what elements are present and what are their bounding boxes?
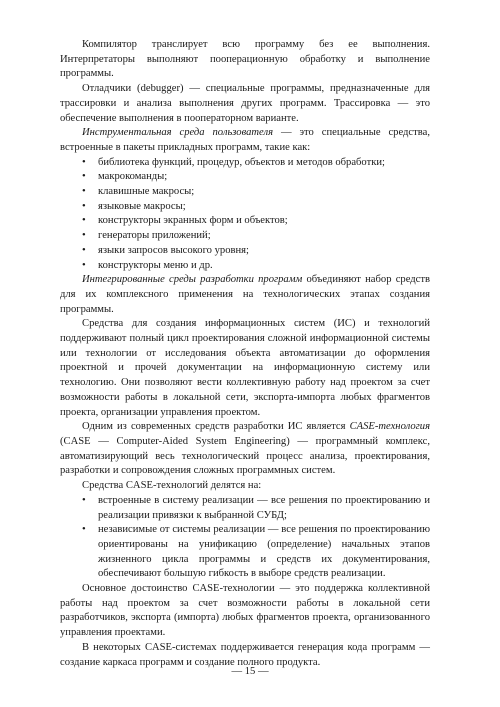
term-integrated-environments: Интегрированные среды разработки программ	[82, 274, 303, 286]
paragraph-integrated-environments	[60, 273, 430, 317]
paragraph-code-generation: В некоторых CASE-системах поддерживается генерация кода программ — создание каркаса программ и создание полного продукта.	[60, 641, 430, 668]
paragraph-case-text: (CASE — Computer-Aided System Engineering) — программный комплекс, автоматизирующий весь технологический процесс анализа, проектирования, разработки и сопровождения сложных программных систем.	[60, 435, 430, 477]
paragraph-case-advantage: Основное достоинство CASE-технологии — это поддержка коллективной работы над проектом за счет возможности работы в локальной сети разработчиков, экспорта (импорта) любых фрагментов проекта, организованного управления проектами.	[60, 583, 430, 639]
list-item: • макрокоманды;	[60, 170, 430, 185]
paragraph-case-division: Средства CASE-технологий делятся на:	[82, 480, 262, 492]
term-user-environment: Инструментальная среда пользователя	[82, 127, 274, 139]
list-item: • языковые макросы;	[60, 200, 430, 215]
term-case-technology: CASE-технология	[349, 421, 430, 433]
paragraph-integrated-environments-text: объединяют набор средств для их комплексного применения на технологических этапах создания программы.	[60, 274, 430, 315]
case-types-list	[60, 494, 430, 582]
list-item: • клавишные макросы;	[60, 185, 430, 200]
paragraph-is-tools: Средства для создания информационных систем (ИС) и технологий поддерживают полный цикл проектирования сложной информационной системы или технологии от исследования объекта автоматизации до оформления проектной и прочей документации на информационную систему или технологию. Они позволяют вести коллективную работу над проектом за счет возможности работы в локальной сети, экспорта-импорта любых фрагментов проекта, организации управления проектом.	[60, 318, 430, 418]
tools-list	[60, 156, 430, 274]
page-body	[60, 38, 430, 670]
page-number: — 15 —	[231, 666, 269, 677]
paragraph-user-environment-text: — это специальные средства, встроенные в пакеты прикладных программ, такие как:	[60, 127, 430, 153]
list-item: • генераторы приложений;	[60, 229, 430, 244]
paragraph-debugger: Отладчики (debugger) — специальные программы, предназначенные для трассировки и анализа выполнения других программ. Трассировка — это обеспечение выполнения в пооператорном варианте.	[60, 83, 430, 124]
paragraph-case-start: Одним из современных средств разработки ИС является	[82, 421, 350, 433]
list-item: • конструкторы экранных форм и объектов;	[60, 214, 430, 229]
list-item: • языки запросов высокого уровня;	[60, 244, 430, 259]
list-item: • библиотека функций, процедур, объектов и методов обработки;	[60, 156, 430, 171]
list-item: • конструкторы меню и др.	[60, 259, 430, 274]
paragraph-user-environment	[60, 126, 430, 155]
paragraph-case-definition	[60, 420, 430, 479]
list-item: • встроенные в систему реализации — все решения по проектированию и реализации привязки к выбранной СУБД;	[60, 494, 430, 523]
list-item: • независимые от системы реализации — все решения по проектированию ориентированы на унификацию (определение) начальных этапов жизненного цикла программы и средств их документирования, обеспечивают большую гибкость в выборе средств реализации.	[60, 523, 430, 582]
paragraph-compiler: Компилятор транслирует всю программу без ее выполнения. Интерпретаторы выполняют пооперационную обработку и выполнение программы.	[60, 39, 430, 80]
